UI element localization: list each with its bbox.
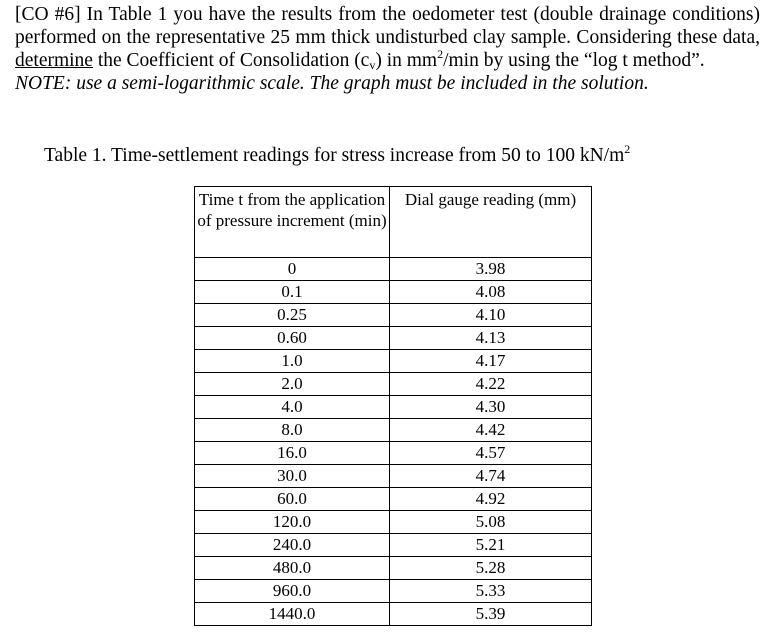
dial-reading-cell: 4.22 [390,373,591,396]
dial-reading-cell: 5.33 [390,580,591,603]
table-header-row [195,187,591,258]
dial-reading-cell: 4.92 [390,488,591,511]
table-body [195,258,591,625]
dial-reading-cell: 4.57 [390,442,591,465]
table-row [195,350,591,373]
table-row [195,327,591,350]
table-row [195,419,591,442]
dial-reading-cell: 4.17 [390,350,591,373]
dial-reading-cell: 5.28 [390,557,591,580]
question-paragraph [15,3,760,72]
table-row [195,258,591,281]
table-row [195,534,591,557]
dial-reading-cell: 4.08 [390,281,591,304]
question-part-4: /min by using the “log t method”. [443,50,705,71]
mm2-superscript: 2 [437,47,444,61]
time-cell: 0.1 [195,281,390,304]
time-cell: 240.0 [195,534,390,557]
dial-reading-cell: 4.10 [390,304,591,327]
time-cell: 0.25 [195,304,390,327]
question-part-2: the Coefficient of Consolidation (c [92,50,370,71]
time-settlement-table [194,186,592,626]
dial-reading-cell: 4.42 [390,419,591,442]
determine-underlined: determine [15,50,93,71]
question-text [15,3,760,95]
time-cell: 60.0 [195,488,390,511]
time-cell: 0 [195,258,390,281]
question-part-1: [CO #6] In Table 1 you have the results from the oedometer test (double drainage conditions) performed on the representative 25 mm thick undisturbed clay sample. Considering these data, [15,4,760,48]
dial-reading-cell: 4.13 [390,327,591,350]
header-time: Time t from the application of pressure increment (min) [195,187,390,258]
table-row [195,603,591,625]
dial-reading-cell: 5.39 [475,604,506,623]
table-row [195,396,591,419]
dial-reading-cell: 3.98 [390,258,591,281]
table-row [195,488,591,511]
time-cell: 30.0 [195,465,390,488]
time-cell: 4.0 [195,396,390,419]
header-dial-reading: Dial gauge reading (mm) [390,187,591,258]
dial-reading-cell: 4.74 [390,465,591,488]
table-caption-text: Table 1. Time-settlement readings for stress increase from 50 to 100 kN/m [44,145,625,166]
table-caption [44,144,630,168]
question-part-3: ) in mm [375,50,438,71]
dial-reading-cell: 5.08 [390,511,591,534]
table-row [195,281,591,304]
time-cell: 0.60 [195,327,390,350]
time-cell: 16.0 [195,442,390,465]
table-row [195,442,591,465]
time-cell: 8.0 [195,419,390,442]
time-cell: 120.0 [195,511,390,534]
dial-reading-cell: 4.30 [390,396,591,419]
time-cell: 2.0 [195,373,390,396]
table-row [195,373,591,396]
table-row [195,557,591,580]
table-row [195,304,591,327]
table-row [195,580,591,603]
time-cell: 1.0 [195,350,390,373]
time-cell: 1440.0 [195,603,390,625]
table-row [195,465,591,488]
time-cell: 960.0 [195,580,390,603]
cv-subscript: v [369,58,376,72]
question-note: NOTE: use a semi-logarithmic scale. The graph must be included in the solution. [15,73,649,94]
time-cell: 480.0 [195,557,390,580]
dial-reading-cell: 5.21 [390,534,591,557]
caption-superscript: 2 [624,142,631,156]
table-row [195,511,591,534]
